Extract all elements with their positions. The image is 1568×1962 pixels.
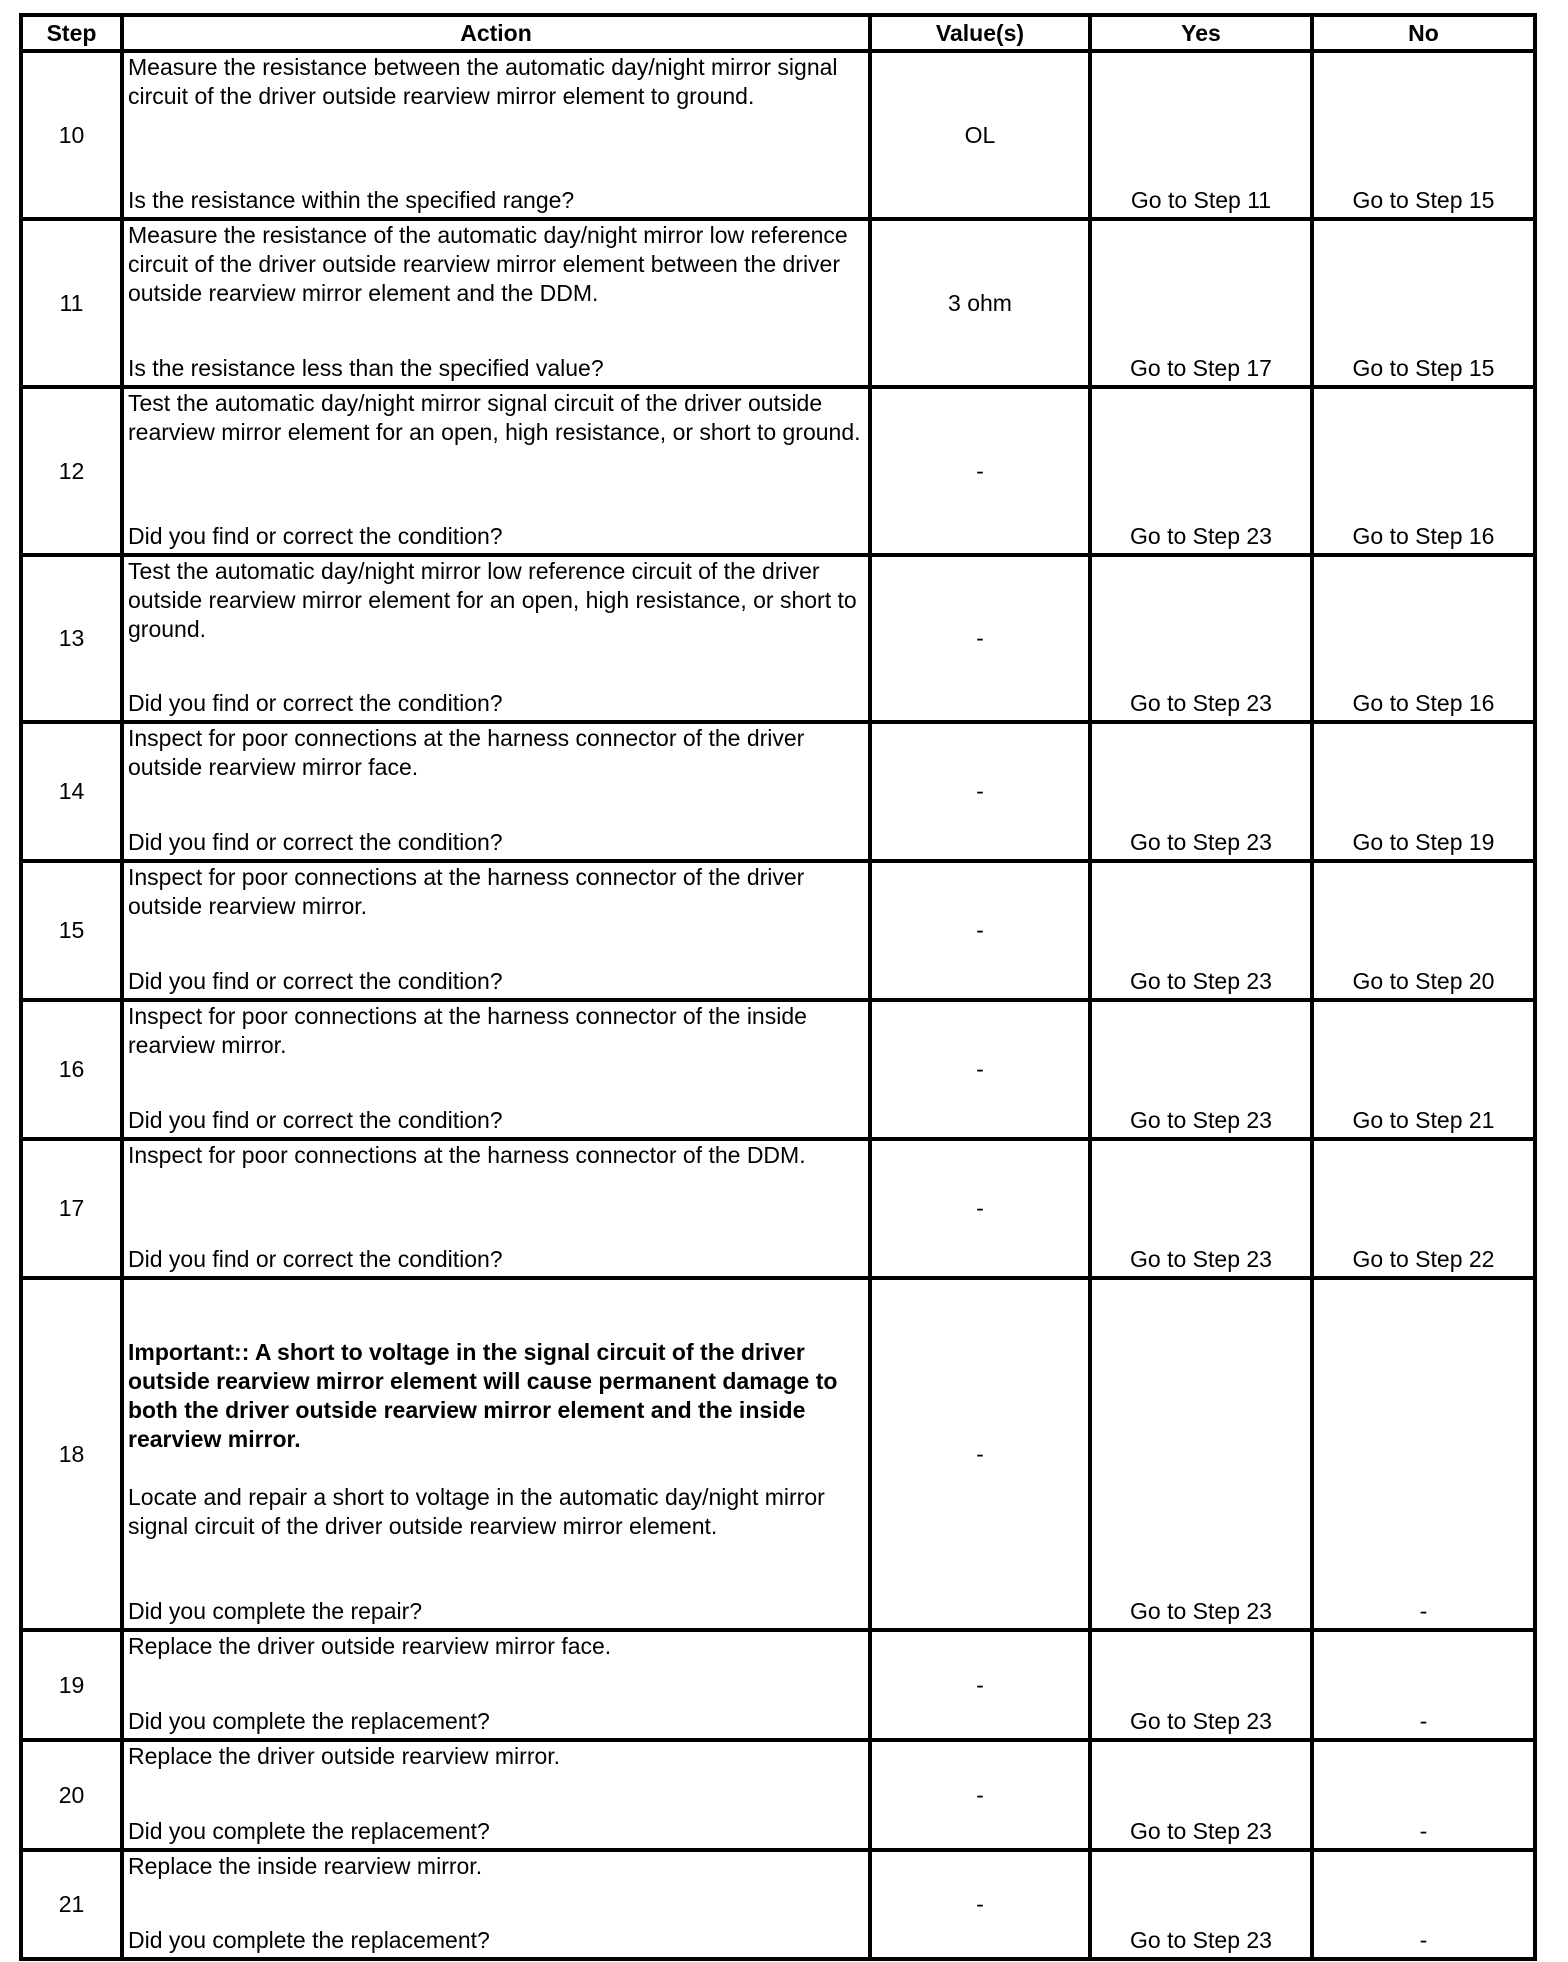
action-text: Measure the resistance between the automatic day/night mirror signal circuit of the driver outside rearview mirror element to ground.	[128, 54, 838, 109]
table-row	[21, 555, 1535, 722]
yes-cell: Go to Step 23	[1090, 1000, 1312, 1139]
step-number: 11	[21, 219, 122, 387]
action-cell	[122, 51, 870, 219]
yes-cell: Go to Step 23	[1090, 1740, 1312, 1850]
diagnostic-table	[19, 13, 1537, 1961]
header-action: Action	[122, 15, 870, 51]
action-text: Replace the driver outside rearview mirror face.	[128, 1633, 612, 1659]
action-text: Test the automatic day/night mirror signal circuit of the driver outside rearview mirror element for an open, high resistance, or short to ground.	[128, 390, 861, 445]
action-question: Did you find or correct the condition?	[128, 523, 503, 549]
action-cell	[122, 1278, 870, 1630]
value-cell: -	[870, 1740, 1090, 1850]
action-text: Replace the inside rearview mirror.	[128, 1853, 483, 1879]
yes-cell: Go to Step 23	[1090, 1139, 1312, 1278]
action-text: Inspect for poor connections at the harness connector of the inside rearview mirror.	[128, 1003, 807, 1058]
action-cell	[122, 1630, 870, 1740]
no-cell: -	[1312, 1740, 1535, 1850]
yes-cell: Go to Step 23	[1090, 387, 1312, 555]
important-note: Important:: A short to voltage in the signal circuit of the driver outside rearview mirror element will cause permanent damage to both the driver outside rearview mirror element and the inside rearview mirror.	[128, 1339, 838, 1452]
action-cell	[122, 1139, 870, 1278]
action-question: Did you find or correct the condition?	[128, 968, 503, 994]
step-number: 17	[21, 1139, 122, 1278]
value-cell: -	[870, 1278, 1090, 1630]
yes-cell: Go to Step 23	[1090, 722, 1312, 861]
value-cell: -	[870, 722, 1090, 861]
action-question: Is the resistance within the specified range?	[128, 187, 575, 213]
yes-cell: Go to Step 23	[1090, 1850, 1312, 1959]
action-cell	[122, 555, 870, 722]
action-text: Replace the driver outside rearview mirror.	[128, 1743, 561, 1769]
action-question: Did you find or correct the condition?	[128, 690, 503, 716]
action-question: Did you find or correct the condition?	[128, 1246, 503, 1272]
value-cell: -	[870, 1630, 1090, 1740]
action-cell	[122, 1000, 870, 1139]
no-cell: -	[1312, 1850, 1535, 1959]
table-row	[21, 1139, 1535, 1278]
action-question: Did you find or correct the condition?	[128, 1107, 503, 1133]
action-text: Inspect for poor connections at the harness connector of the driver outside rearview mirror.	[128, 864, 805, 919]
action-cell	[122, 1740, 870, 1850]
header-values: Value(s)	[870, 15, 1090, 51]
value-cell: -	[870, 1000, 1090, 1139]
step-number: 21	[21, 1850, 122, 1959]
action-cell	[122, 219, 870, 387]
yes-cell: Go to Step 11	[1090, 51, 1312, 219]
table-row	[21, 1850, 1535, 1959]
yes-cell: Go to Step 17	[1090, 219, 1312, 387]
header-row	[21, 15, 1535, 51]
header-yes: Yes	[1090, 15, 1312, 51]
action-cell	[122, 861, 870, 1000]
yes-cell: Go to Step 23	[1090, 1278, 1312, 1630]
no-cell: Go to Step 16	[1312, 387, 1535, 555]
no-cell: Go to Step 21	[1312, 1000, 1535, 1139]
value-cell: OL	[870, 51, 1090, 219]
step-number: 15	[21, 861, 122, 1000]
table-row	[21, 1630, 1535, 1740]
action-question: Did you find or correct the condition?	[128, 829, 503, 855]
action-question: Did you complete the replacement?	[128, 1927, 490, 1953]
step-number: 10	[21, 51, 122, 219]
table-row	[21, 1278, 1535, 1630]
header-no: No	[1312, 15, 1535, 51]
value-cell: -	[870, 1139, 1090, 1278]
step-number: 16	[21, 1000, 122, 1139]
action-text: Inspect for poor connections at the harness connector of the driver outside rearview mirror face.	[128, 725, 805, 780]
action-question: Did you complete the repair?	[128, 1598, 423, 1624]
header-step: Step	[21, 15, 122, 51]
action-cell	[122, 1850, 870, 1959]
table-row	[21, 861, 1535, 1000]
value-cell: -	[870, 1850, 1090, 1959]
step-number: 14	[21, 722, 122, 861]
no-cell: Go to Step 22	[1312, 1139, 1535, 1278]
yes-cell: Go to Step 23	[1090, 555, 1312, 722]
no-cell: Go to Step 20	[1312, 861, 1535, 1000]
step-number: 19	[21, 1630, 122, 1740]
table-row	[21, 1740, 1535, 1850]
no-cell: -	[1312, 1630, 1535, 1740]
table-row	[21, 1000, 1535, 1139]
action-text: Inspect for poor connections at the harness connector of the DDM.	[128, 1142, 806, 1168]
action-question: Did you complete the replacement?	[128, 1818, 490, 1844]
step-number: 18	[21, 1278, 122, 1630]
value-cell: -	[870, 861, 1090, 1000]
table-row	[21, 51, 1535, 219]
action-text: Locate and repair a short to voltage in the automatic day/night mirror signal circuit of the driver outside rearview mirror element.	[128, 1484, 825, 1539]
action-cell	[122, 387, 870, 555]
table-row	[21, 722, 1535, 861]
value-cell: -	[870, 387, 1090, 555]
action-question: Did you complete the replacement?	[128, 1708, 490, 1734]
no-cell: Go to Step 16	[1312, 555, 1535, 722]
value-cell: 3 ohm	[870, 219, 1090, 387]
action-cell	[122, 722, 870, 861]
step-number: 20	[21, 1740, 122, 1850]
no-cell: Go to Step 15	[1312, 51, 1535, 219]
yes-cell: Go to Step 23	[1090, 861, 1312, 1000]
no-cell: Go to Step 19	[1312, 722, 1535, 861]
action-question: Is the resistance less than the specified value?	[128, 355, 604, 381]
no-cell: Go to Step 15	[1312, 219, 1535, 387]
table-row	[21, 387, 1535, 555]
action-text: Test the automatic day/night mirror low reference circuit of the driver outside rearview mirror element for an open, high resistance, or short to ground.	[128, 558, 857, 642]
action-text: Measure the resistance of the automatic day/night mirror low reference circuit of the driver outside rearview mirror element between the driver outside rearview mirror element and the DDM.	[128, 222, 848, 306]
no-cell: -	[1312, 1278, 1535, 1630]
yes-cell: Go to Step 23	[1090, 1630, 1312, 1740]
value-cell: -	[870, 555, 1090, 722]
step-number: 12	[21, 387, 122, 555]
table-row	[21, 219, 1535, 387]
step-number: 13	[21, 555, 122, 722]
